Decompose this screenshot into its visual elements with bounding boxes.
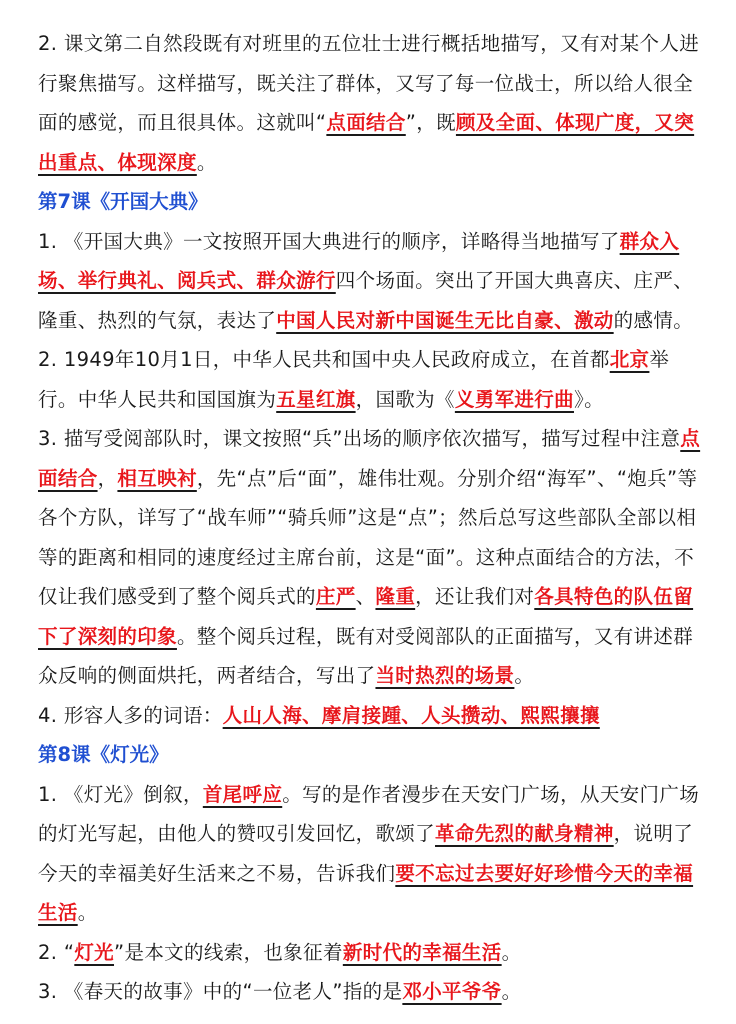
answer-highlight: 点面结合 [326,111,406,134]
answer-highlight: 当时热烈的场景 [375,664,515,687]
answer-highlight: 革命先烈的献身精神 [435,822,614,845]
text-run: 。 [501,940,522,964]
lesson8-paragraph-3 [38,972,704,1012]
text-run: ，国歌为《 [355,387,455,411]
answer-highlight: 义勇军进行曲 [454,387,574,411]
answer-highlight: 新时代的幸福生活 [342,940,502,964]
lesson7-heading: 第7课《开国大典》 [38,190,208,213]
lesson7-paragraph-3 [38,419,704,696]
answer-highlight: 庄严 [315,585,356,608]
text-run: ，说明了今天的幸福美好生活来之不易，告诉我们 [38,822,694,885]
lesson7-paragraph-1 [38,222,704,341]
answer-highlight: 北京 [609,348,650,371]
answer-highlight: 中国人民对新中国诞生无比自豪、激动 [276,308,614,332]
text-run: 。 [514,664,535,687]
text-run: 。 [196,150,217,174]
text-run: ”，既 [405,111,456,134]
text-run: 2. 1949年10月1日，中华人民共和国中央人民政府成立，在首都 [38,348,610,371]
lesson8-paragraph-2 [38,933,704,973]
answer-highlight: 相互映衬 [117,466,197,490]
text-run: 3. 《春天的故事》中的“一位老人”指的是 [38,980,403,1003]
answer-highlight: 人山人海、摩肩接踵、人头攒动、熙熙攘攘 [222,703,600,727]
text-run: 、 [355,585,376,608]
answer-highlight: 要不忘过去要好好珍惜今天的幸福生活 [38,861,694,924]
answer-highlight: 点面结合 [38,427,701,490]
answer-highlight: 群众入场、举行典礼、阅兵式、群众游行 [38,229,680,292]
text-run: 1. 《开国大典》一文按照开国大典进行的顺序，详略得当地描写了 [38,229,620,253]
lesson8-heading: 第8课《灯光》 [38,743,169,766]
text-run: 4. 形容人多的词语： [38,703,223,727]
text-run: ”是本文的线索，也象征着 [114,940,343,964]
answer-highlight: 邓小平爷爷 [402,980,502,1003]
text-run: 2. 课文第二自然段既有对班里的五位壮士进行概括地描写，又有对某个人进行聚焦描写。这样描写，既关注了群体，又写了每一位战士，所以给人很全面的感觉，而且很具体。这就叫“ [38,32,700,134]
answer-highlight: 五星红旗 [276,387,356,411]
text-run: ， [97,466,118,490]
text-run: 。整个阅兵过程，既有对受阅部队的正面描写，又有讲述群众反响的侧面烘托，两者结合，写出了 [38,624,694,687]
text-run: 四个场面。突出了开国大典喜庆、庄严、隆重、热烈的气氛，表达了 [38,269,694,332]
answer-highlight: 顾及全面、体现广度，又突出重点、体现深度 [38,111,695,174]
text-run: 。 [77,901,98,924]
text-run: 举行。中华人民共和国国旗为 [38,348,670,411]
lesson7-paragraph-4 [38,696,704,736]
text-run: ，先“点”后“面”，雄伟壮观。分别介绍“海军”、“炮兵”等各个方队，详写了“战车师”“骑兵师”这是“点”；然后总写这些部队全部以相等的距离和相同的速度经过主席台前，这是“面”。这种点面结合的方法，不仅让我们感受到了整个阅兵式的 [38,466,698,608]
answer-highlight: 各具特色的队伍留下了深刻的印象 [38,585,694,648]
text-run: ，还让我们对 [415,585,535,608]
answer-highlight: 首尾呼应 [202,782,283,806]
text-run: 。写的是作者漫步在天安门广场，从天安门广场的灯光写起，由他人的赞叹引发回忆，歌颂了 [38,782,700,845]
text-run: 3. 描写受阅部队时，课文按照“兵”出场的顺序依次描写，描写过程中注意 [38,427,681,450]
answer-highlight: 灯光 [74,940,115,964]
text-run: 。 [501,980,522,1003]
text-run: 1. 《灯光》倒叙， [38,782,203,806]
answer-highlight: 隆重 [375,585,416,608]
lesson7-paragraph-2 [38,340,704,419]
text-run: 》。 [573,387,604,411]
text-run: 2. “ [38,940,75,964]
lesson6-paragraph-2 [38,24,704,182]
lesson8-paragraph-1 [38,775,704,933]
text-run: 的感情。 [613,308,694,332]
